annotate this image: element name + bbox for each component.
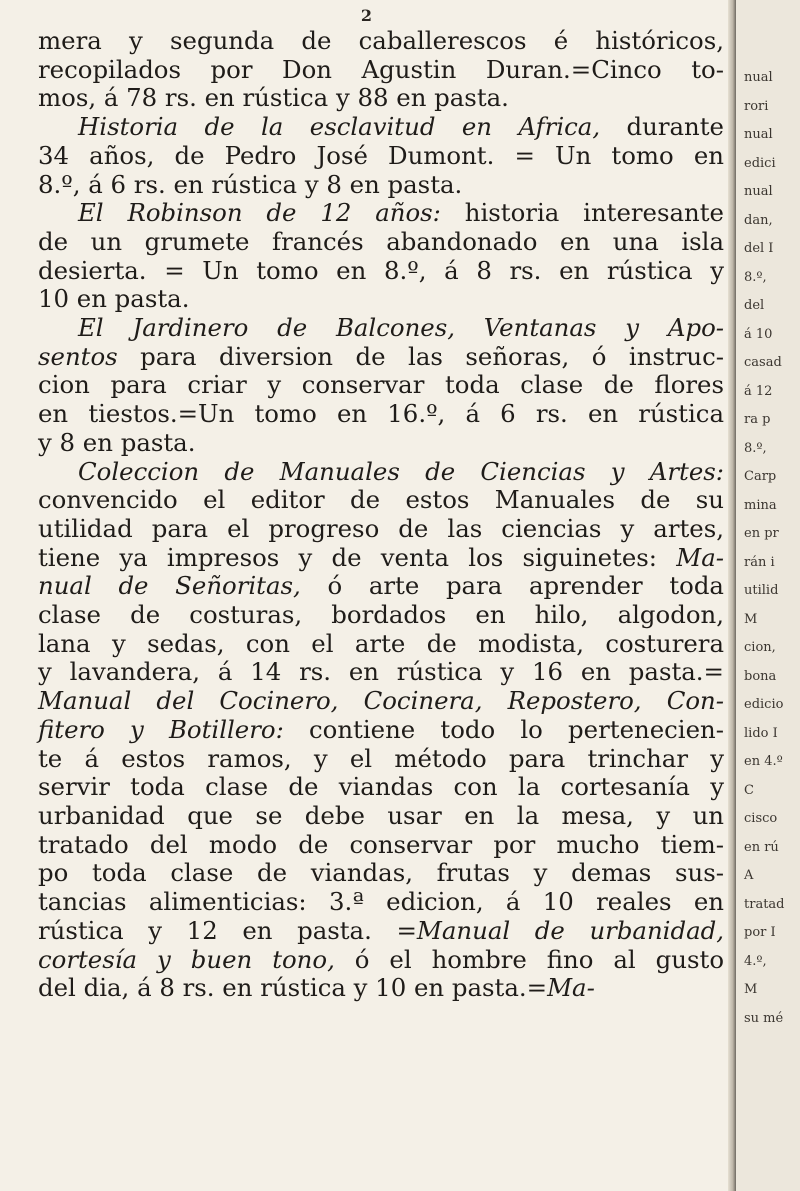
- body-text: mos, á 78 rs. en rústica y 88 en pasta.: [38, 83, 509, 113]
- facing-page-fragment: á 10: [744, 326, 773, 342]
- body-text: recopilados por Don Agustin Duran.=Cinco to-: [38, 54, 724, 84]
- italic-title: Manual del Cocinero, Cocinera, Repostero, Con-: [38, 686, 724, 716]
- text-line: [38, 199, 724, 228]
- facing-page-fragment: nual: [744, 127, 773, 142]
- body-text: convencido el editor de estos Manuales de su: [38, 485, 724, 515]
- body-text: po toda clase de viandas, frutas y demas sus-: [38, 858, 724, 888]
- text-line: [38, 27, 724, 56]
- facing-page-fragment: del: [744, 298, 765, 313]
- text-line: [38, 458, 724, 487]
- facing-page-fragment: cisco: [744, 811, 778, 826]
- facing-page-fragment: tratad: [744, 896, 785, 912]
- text-line: [38, 946, 724, 975]
- body-text: 34 años, de Pedro José Dumont. = Un tomo en: [38, 140, 724, 170]
- page-number: 2: [360, 6, 372, 25]
- italic-title: nual de Señoritas,: [38, 571, 301, 601]
- facing-page-fragment: bona: [744, 668, 777, 684]
- body-text: de un grumete francés abandonado en una isla: [38, 226, 724, 256]
- body-text: ó el hombre fino al gusto: [334, 944, 724, 974]
- text-line: [38, 601, 724, 630]
- facing-page-fragment: ra p: [744, 412, 771, 427]
- body-text: urbanidad que se debe usar en la mesa, y un: [38, 800, 724, 830]
- facing-page-fragment: 4.º,: [744, 953, 767, 969]
- body-text: desierta. = Un tomo en 8.º, á 8 rs. en rústica y: [38, 255, 724, 285]
- italic-title: Ma-: [547, 973, 595, 1003]
- facing-page-fragment: mina: [744, 497, 777, 513]
- body-text: lana y sedas, con el arte de modista, costurera: [38, 628, 724, 658]
- facing-page-fragment: M: [744, 982, 758, 997]
- text-line: [38, 429, 724, 458]
- body-text: 8.º, á 6 rs. en rústica y 8 en pasta.: [38, 169, 463, 199]
- text-line: [38, 687, 724, 716]
- facing-page-fragment: C: [744, 782, 754, 798]
- body-text: utilidad para el progreso de las ciencias y artes,: [38, 513, 724, 543]
- facing-page-fragment: cion,: [744, 640, 776, 655]
- italic-title: Coleccion de Manuales de Ciencias y Artes:: [78, 456, 724, 486]
- text-line: [38, 314, 724, 343]
- italic-title: Historia de la esclavitud en Africa,: [78, 112, 601, 142]
- text-line: [38, 400, 724, 429]
- text-line: [38, 113, 724, 142]
- facing-page-fragment: en pr: [744, 526, 779, 541]
- text-line: [38, 285, 724, 314]
- body-text: y 8 en pasta.: [38, 427, 196, 457]
- body-text: tratado del modo de conservar por mucho tiem-: [38, 829, 724, 859]
- body-text: te á estos ramos, y el método para trinchar y: [38, 743, 724, 773]
- text-line: [38, 630, 724, 659]
- text-line: [38, 142, 724, 171]
- text-line: [38, 257, 724, 286]
- facing-page-fragment: edici: [744, 155, 776, 171]
- page-text-block: [38, 27, 724, 1003]
- body-text: durante: [600, 112, 724, 142]
- facing-page-fragment: 8.º,: [744, 269, 767, 285]
- text-line: [38, 171, 724, 200]
- body-text: historia interesante: [440, 198, 724, 228]
- facing-page-fragment: dan,: [744, 212, 773, 228]
- text-line: [38, 831, 724, 860]
- text-line: [38, 84, 724, 113]
- italic-title: cortesía y buen tono,: [38, 944, 335, 974]
- text-line: [38, 56, 724, 85]
- text-line: [38, 544, 724, 573]
- facing-page-fragment: á 12: [744, 383, 773, 399]
- book-gutter: [728, 0, 736, 1191]
- body-text: mera y segunda de caballerescos é históricos,: [38, 26, 724, 55]
- italic-title: Ma-: [657, 542, 724, 572]
- facing-page-fragment: rán i: [744, 554, 775, 570]
- text-line: [38, 343, 724, 372]
- body-text: 10 en pasta.: [38, 284, 190, 314]
- text-line: [38, 515, 724, 544]
- italic-title: fitero y Botillero:: [38, 714, 284, 744]
- facing-page-fragment: lido I: [744, 725, 778, 741]
- text-line: [38, 917, 724, 946]
- body-text: cion para criar y conservar toda clase de flores: [38, 370, 724, 400]
- text-line: [38, 572, 724, 601]
- text-line: [38, 773, 724, 802]
- body-text: en tiestos.=Un tomo en 16.º, á 6 rs. en rústica: [38, 399, 724, 429]
- body-text: tancias alimenticias: 3.ª edicion, á 10 reales en: [38, 887, 724, 917]
- italic-title: El Jardinero de Balcones, Ventanas y Apo-: [78, 313, 724, 343]
- text-line: [38, 228, 724, 257]
- facing-page-fragment: A: [744, 868, 754, 883]
- facing-page-fragment: rori: [744, 98, 769, 114]
- body-text: tiene ya impresos y de venta los siguinetes:: [38, 542, 658, 572]
- body-text: rústica y 12 en pasta. =: [38, 915, 417, 945]
- italic-title: sentos: [38, 341, 118, 371]
- text-line: [38, 658, 724, 687]
- facing-page-fragment: en 4.º: [744, 754, 783, 769]
- facing-page-fragment: edicio: [744, 697, 784, 712]
- text-line: [38, 888, 724, 917]
- text-line: [38, 371, 724, 400]
- body-text: ó arte para aprender toda: [300, 571, 724, 601]
- italic-title: El Robinson de 12 años:: [78, 198, 441, 228]
- text-line: [38, 716, 724, 745]
- facing-page-fragment: Carp: [744, 469, 777, 484]
- facing-page-fragment: utilid: [744, 583, 779, 598]
- body-text: del dia, á 8 rs. en rústica y 10 en pasta.=: [38, 973, 548, 1003]
- text-line: [38, 486, 724, 515]
- text-line: [38, 802, 724, 831]
- facing-page-fragment: nual: [744, 70, 773, 85]
- facing-page-edge: [736, 0, 800, 1191]
- text-line: [38, 859, 724, 888]
- facing-page-fragment: del I: [744, 241, 774, 256]
- body-text: clase de costuras, bordados en hilo, algodon,: [38, 600, 724, 630]
- body-text: servir toda clase de viandas con la cortesanía y: [38, 772, 724, 802]
- body-text: y lavandera, á 14 rs. en rústica y 16 en pasta.=: [38, 657, 724, 687]
- facing-page-fragment: su mé: [744, 1010, 784, 1026]
- facing-page-fragment: casad: [744, 355, 782, 370]
- text-line: [38, 745, 724, 774]
- text-line: [38, 974, 724, 1003]
- body-text: para diversion de las señoras, ó instruc-: [117, 341, 724, 371]
- facing-page-fragment: por I: [744, 925, 776, 940]
- facing-page-fragment: M: [744, 611, 758, 627]
- facing-page-fragment: en rú: [744, 839, 779, 855]
- facing-page-fragment: 8.º,: [744, 440, 767, 456]
- italic-title: Manual de urbanidad,: [416, 915, 724, 945]
- facing-page-fragment: nual: [744, 184, 773, 199]
- body-text: contiene todo lo pertenecien-: [283, 714, 724, 744]
